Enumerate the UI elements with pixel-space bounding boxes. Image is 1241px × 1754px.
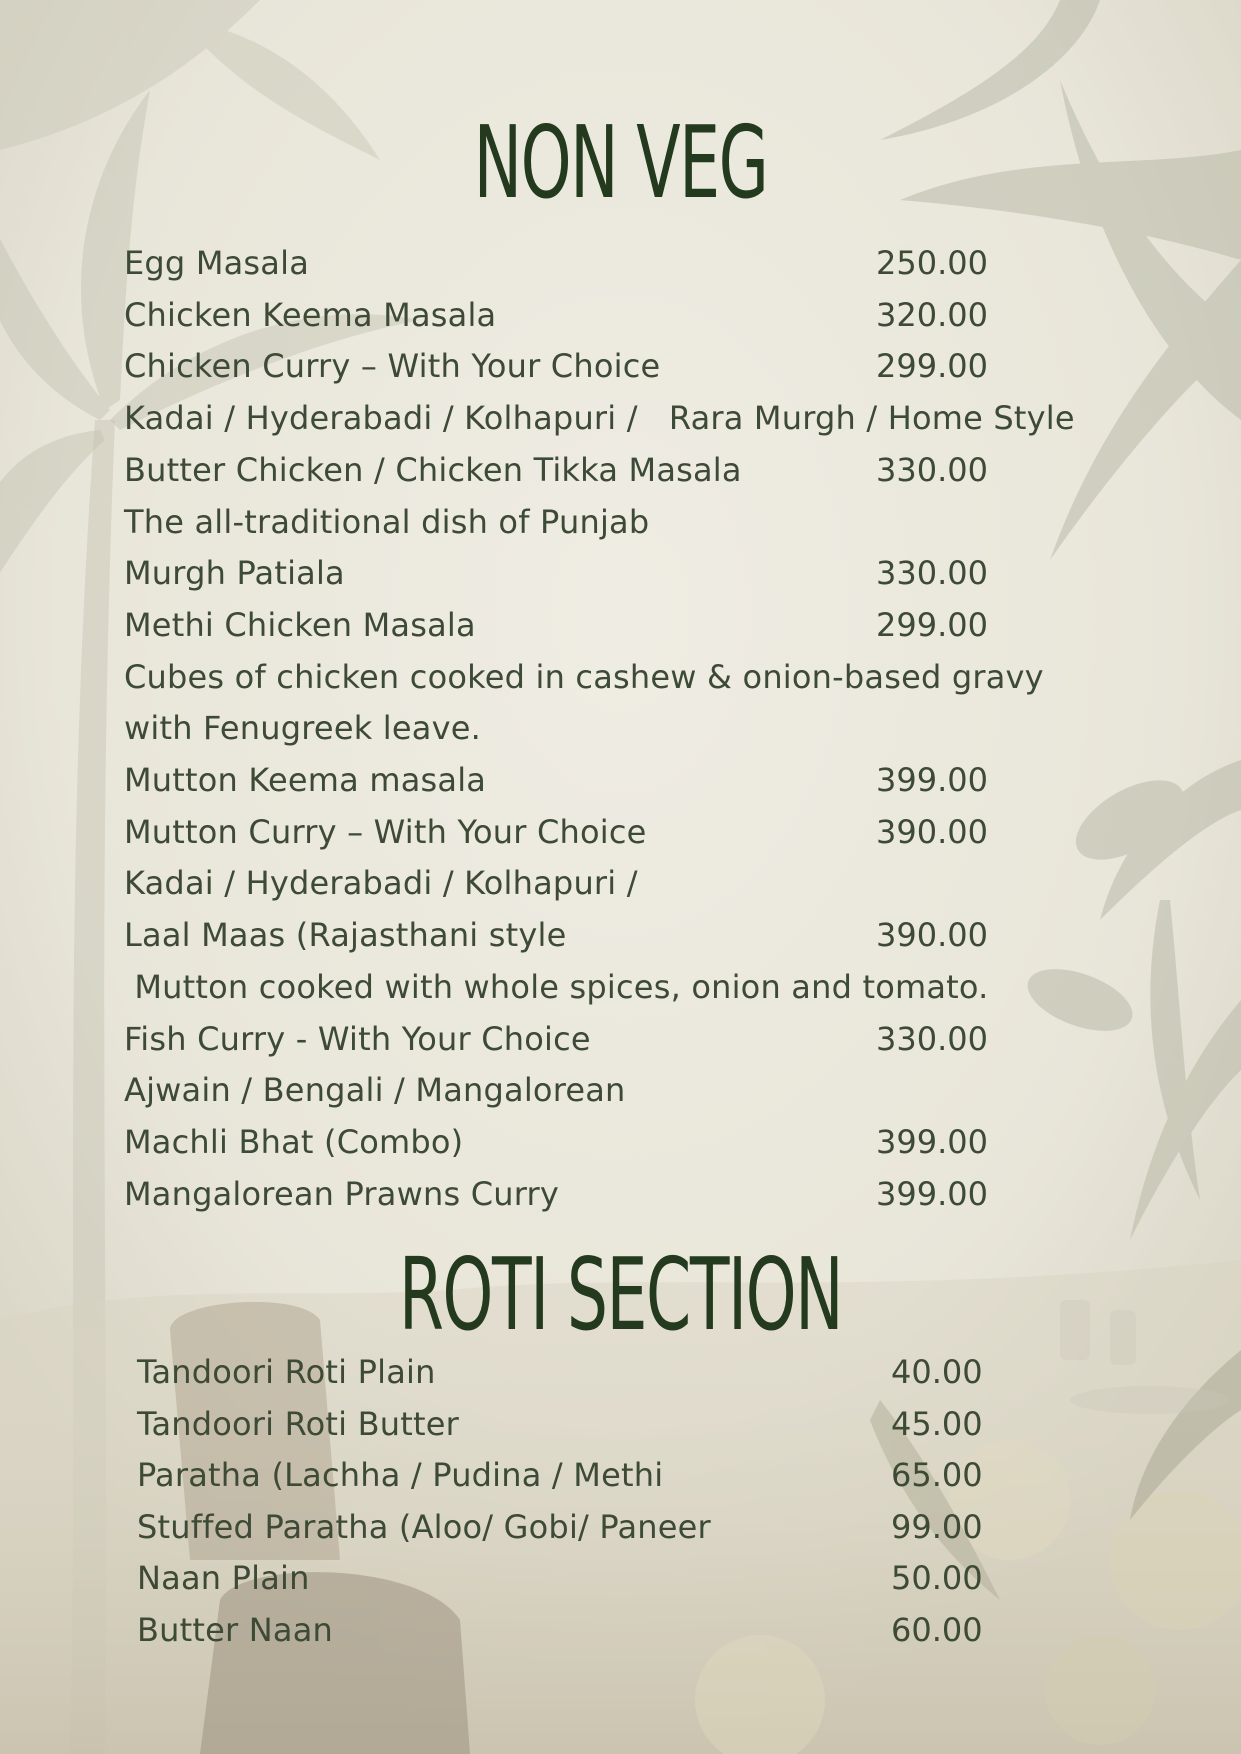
menu-item-name: Stuffed Paratha (Aloo/ Gobi/ Paneer	[137, 1507, 711, 1546]
menu-item-price: 65.00	[891, 1456, 983, 1494]
menu-item-price: 399.00	[876, 761, 988, 799]
menu-item-price: 330.00	[876, 554, 988, 593]
menu-item-row	[124, 551, 1241, 595]
menu-item-name: Butter Chicken / Chicken Tikka Masala	[124, 450, 742, 489]
menu-item-row	[124, 1068, 1241, 1112]
menu-item-name: Paratha (Lachha / Pudina / Methi	[137, 1456, 664, 1494]
menu-item-name: Mutton Keema masala	[124, 761, 487, 799]
menu-item-row	[124, 913, 1241, 957]
menu-item-price: 99.00	[891, 1507, 983, 1546]
menu-item-name: Ajwain / Bengali / Mangalorean	[124, 1071, 626, 1110]
menu-item-row	[124, 500, 1241, 544]
menu-item-name: Mutton Curry – With Your Choice	[124, 812, 647, 851]
menu-item-row	[124, 810, 1241, 854]
menu-item-row	[124, 293, 1241, 337]
menu-item-name: Butter Naan	[137, 1610, 333, 1649]
menu-item-name: Laal Maas (Rajasthani style	[124, 916, 567, 955]
non-veg-title: NON VEG	[473, 104, 768, 221]
menu-item-row	[137, 1453, 1241, 1497]
menu-item-name: The all-traditional dish of Punjab	[124, 502, 650, 541]
menu-item-row	[124, 1120, 1241, 1164]
menu-item-row	[137, 1556, 1241, 1600]
menu-item-name: with Fenugreek leave.	[124, 709, 481, 748]
menu-item-price: 330.00	[876, 450, 988, 489]
menu-item-row	[124, 344, 1241, 388]
menu-item-row	[124, 861, 1241, 905]
menu-item-name: Kadai / Hyderabadi / Kolhapuri /	[124, 864, 638, 903]
menu-item-row	[137, 1402, 1241, 1446]
menu-item-price: 390.00	[876, 812, 988, 851]
menu-item-name: Kadai / Hyderabadi / Kolhapuri / Rara Murgh / Home Style	[124, 399, 1075, 438]
menu-item-row	[137, 1505, 1241, 1549]
menu-item-name: Murgh Patiala	[124, 554, 345, 593]
roti-section-title: ROTI SECTION	[398, 1236, 843, 1353]
menu-item-name: Mangalorean Prawns Curry	[124, 1174, 560, 1213]
menu-item-price: 399.00	[876, 1174, 988, 1213]
menu-item-price: 45.00	[891, 1404, 983, 1443]
menu-item-name: Chicken Keema Masala	[124, 295, 497, 334]
menu-item-row	[124, 655, 1241, 699]
menu-item-price: 299.00	[876, 605, 988, 644]
menu-item-price: 50.00	[891, 1559, 983, 1597]
menu-item-row	[137, 1350, 1241, 1394]
menu-item-row	[124, 396, 1241, 440]
menu-item-name: Egg Masala	[124, 244, 310, 282]
menu-item-name: Machli Bhat (Combo)	[124, 1122, 464, 1161]
menu-item-name: Mutton cooked with whole spices, onion and tomato.	[124, 967, 989, 1006]
menu-item-price: 390.00	[876, 916, 988, 955]
menu-item-price: 299.00	[876, 347, 988, 386]
menu-item-price: 40.00	[891, 1353, 983, 1391]
menu-item-name: Fish Curry - With Your Choice	[124, 1019, 591, 1058]
menu-item-row	[124, 241, 1241, 285]
menu-item-name: Naan Plain	[137, 1559, 310, 1597]
menu-item-row	[124, 448, 1241, 492]
menu-item-row	[124, 1172, 1241, 1216]
menu-item-price: 60.00	[891, 1610, 983, 1649]
menu-item-name: Cubes of chicken cooked in cashew & onion-based gravy	[124, 657, 1044, 696]
menu-item-row	[124, 706, 1241, 750]
menu-item-name: Tandoori Roti Butter	[137, 1404, 459, 1443]
menu-item-price: 330.00	[876, 1019, 988, 1058]
menu-item-row	[124, 603, 1241, 647]
menu-item-row	[124, 758, 1241, 802]
menu-item-price: 399.00	[876, 1122, 988, 1161]
menu-item-name: Tandoori Roti Plain	[137, 1353, 436, 1391]
menu-item-row	[124, 965, 1241, 1009]
menu-item-price: 250.00	[876, 244, 988, 282]
menu-item-price: 320.00	[876, 295, 988, 334]
menu-item-name: Chicken Curry – With Your Choice	[124, 347, 661, 386]
menu-item-row	[124, 1017, 1241, 1061]
menu-item-row	[137, 1608, 1241, 1652]
menu-item-name: Methi Chicken Masala	[124, 605, 476, 644]
